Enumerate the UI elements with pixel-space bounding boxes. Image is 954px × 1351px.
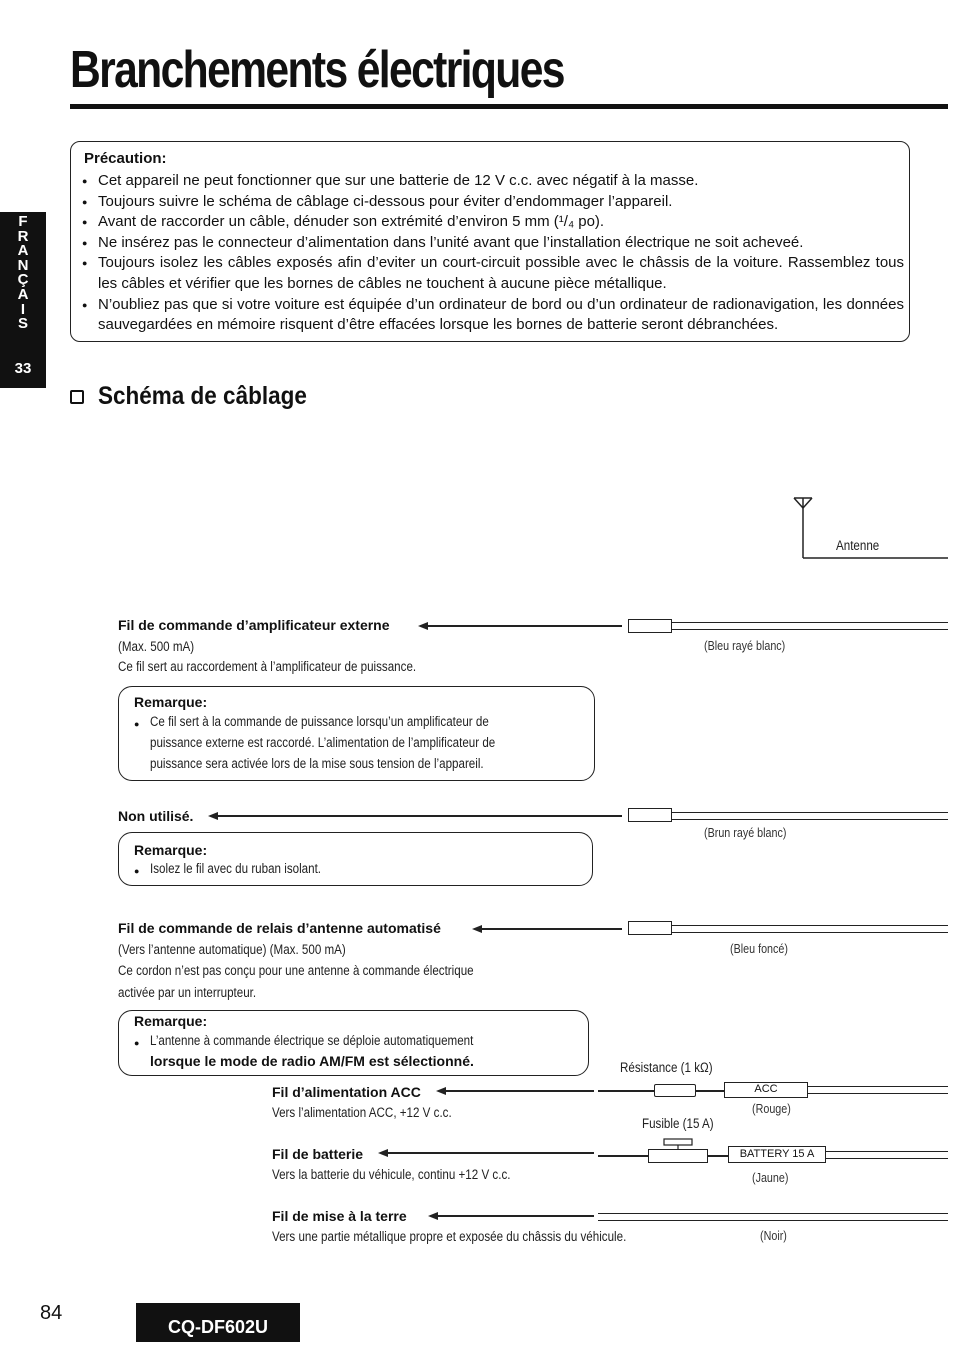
side-letter: I [20, 300, 26, 318]
side-letter: N [17, 256, 29, 274]
unused-connector [628, 808, 672, 822]
precaution-item: ● Cet appareil ne peut fonctionner que sur une batterie de 12 V c.c. avec négatif à la masse. [82, 171, 904, 192]
precaution-item: ● Toujours isolez les câbles exposés afin d’eviter un court-circuit possible avec le châssis de la voiture. Rassemblez tous les câbles et vérifier que les bornes de câbles ne touchent à aucune pièce métallique. [82, 253, 904, 294]
battery-wire-lead [708, 1155, 728, 1157]
amp-wire [672, 622, 948, 630]
side-letter: Ç [17, 271, 29, 289]
bullet-icon: ● [134, 719, 140, 729]
resistance-label: Résistance (1 kΩ) [620, 1060, 713, 1075]
unused-wire [672, 812, 948, 820]
precaution-item: ● Toujours suivre le schéma de câblage ci-dessous pour éviter d’endommager l’appareil. [82, 192, 904, 213]
acc-wire-color: (Rouge) [752, 1102, 791, 1116]
page-number: 84 [40, 1302, 63, 1324]
bullet-icon: ● [134, 1038, 140, 1048]
acc-connector: ACC [724, 1082, 808, 1098]
battery-connector: BATTERY 15 A [728, 1146, 826, 1163]
resistor-icon [654, 1084, 696, 1097]
amp-note-line: Ce fil sert à la commande de puissance lorsqu’un amplificateur de [150, 714, 489, 729]
title-rule [70, 104, 948, 109]
antenna-relay-line: Ce cordon n’est pas conçu pour une antenne à commande électrique [118, 963, 474, 978]
leader-line [480, 928, 622, 930]
language-side-tab [0, 212, 46, 388]
unused-wire-title: Non utilisé. [118, 808, 194, 824]
amp-connector [628, 619, 672, 633]
page-title: Branchements électriques [70, 41, 564, 99]
leader-line [426, 625, 622, 627]
antenna-relay-line: (Vers l’antenne automatique) (Max. 500 mA) [118, 942, 346, 957]
ground-wire-desc: Vers une partie métallique propre et exposée du châssis du véhicule. [272, 1229, 627, 1244]
antenna-relay-wire-color: (Bleu foncé) [730, 942, 788, 956]
battery-wire [826, 1151, 948, 1159]
antenna-relay-wire-title: Fil de commande de relais d’antenne automatisé [118, 920, 441, 936]
antenna-relay-line: activée par un interrupteur. [118, 985, 257, 1000]
amp-note-line: puissance externe est raccordé. L’alimentation de l’amplificateur de [150, 735, 496, 750]
acc-wire-lead [696, 1090, 724, 1092]
side-tab-letters [0, 215, 46, 332]
precaution-item: ● Ne insérez pas le connecteur d’alimentation dans l’unité avant que l’installation électrique ne soit acheveé. [82, 233, 904, 254]
fuse-holder-icon [660, 1136, 696, 1150]
amp-note-line: puissance sera activée lors de la mise sous tension de l’appareil. [150, 756, 484, 771]
fuse-label: Fusible (15 A) [642, 1116, 714, 1131]
ground-wire-title: Fil de mise à la terre [272, 1208, 407, 1224]
side-letter: S [17, 315, 28, 333]
ground-wire [598, 1213, 948, 1221]
battery-wire-desc: Vers la batterie du véhicule, continu +12 V c.c. [272, 1167, 511, 1182]
acc-wire-title: Fil d’alimentation ACC [272, 1084, 421, 1100]
amp-wire-title: Fil de commande d’amplificateur externe [118, 617, 390, 633]
amp-wire-desc: Ce fil sert au raccordement à l’amplificateur de puissance. [118, 659, 417, 674]
antenna-relay-note-line: lorsque le mode de radio AM/FM est sélectionné. [150, 1053, 474, 1069]
leader-line [386, 1152, 594, 1154]
amp-note-title: Remarque: [134, 694, 208, 710]
leader-line [216, 815, 622, 817]
precaution-list [82, 171, 904, 336]
antenna-label: Antenne [836, 538, 880, 553]
ground-wire-color: (Noir) [760, 1229, 787, 1243]
acc-wire-lead [598, 1090, 654, 1092]
unused-wire-color: (Brun rayé blanc) [704, 826, 787, 840]
bullet-icon: ● [134, 866, 140, 876]
precaution-item: ● N’oubliez pas que si votre voiture est équipée d’un ordinateur de bord ou d’un ordinateur de radionavigation, les données sauvegardées en mémoire risquent d’être effacées lorsque les bornes de batterie seront débranchées. [82, 295, 904, 336]
side-letter: R [17, 227, 29, 245]
antenna-relay-wire [672, 925, 948, 933]
side-letter: A [17, 242, 29, 260]
side-letter: A [17, 285, 29, 303]
unused-note-line: Isolez le fil avec du ruban isolant. [150, 861, 322, 876]
acc-wire-desc: Vers l’alimentation ACC, +12 V c.c. [272, 1105, 452, 1120]
battery-wire-lead [598, 1155, 648, 1157]
unused-note-title: Remarque: [134, 842, 208, 858]
battery-wire-title: Fil de batterie [272, 1146, 364, 1162]
unused-note-box [118, 832, 593, 886]
section-square-icon [70, 390, 84, 404]
acc-wire [808, 1086, 948, 1094]
amp-wire-max: (Max. 500 mA) [118, 639, 195, 654]
precaution-title: Précaution: [84, 150, 167, 167]
side-tab-page: 33 [14, 360, 32, 377]
model-badge: CQ-DF602U [136, 1303, 300, 1342]
fuse-icon [648, 1149, 708, 1163]
antenna-relay-note-line: L’antenne à commande électrique se déploie automatiquement [150, 1033, 474, 1048]
battery-wire-color: (Jaune) [752, 1171, 789, 1185]
leader-line [436, 1215, 594, 1217]
side-letter: F [18, 213, 28, 230]
antenna-relay-connector [628, 921, 672, 935]
amp-wire-color: (Bleu rayé blanc) [704, 639, 786, 653]
leader-line [444, 1090, 594, 1092]
precaution-item: ● Avant de raccorder un câble, dénuder son extrémité d’environ 5 mm (¹/₄ po). [82, 212, 904, 233]
antenna-relay-note-title: Remarque: [134, 1013, 208, 1029]
section-title: Schéma de câblage [98, 382, 307, 410]
